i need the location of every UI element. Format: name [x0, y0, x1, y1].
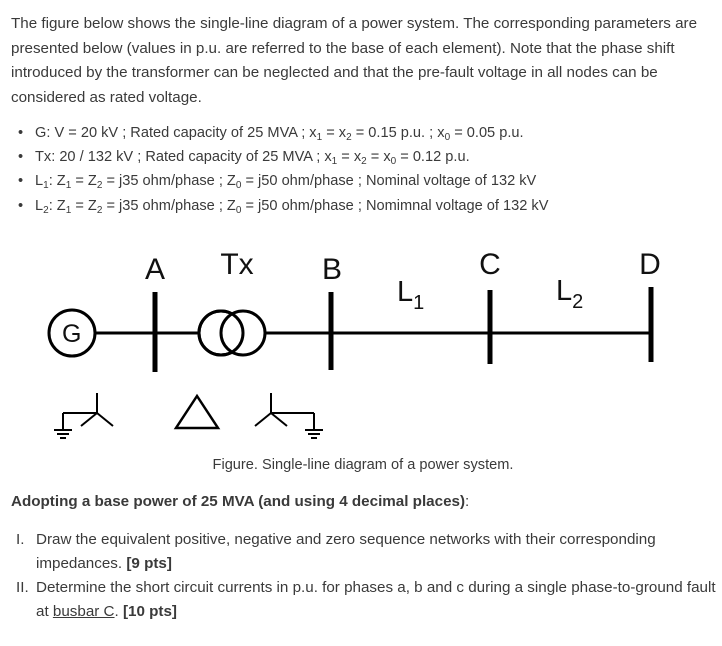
task-item-1: I. Draw the equivalent positive, negative and zero sequence networks with their corresponding impedances. [9 pts] — [16, 531, 656, 572]
task-item-2: II. Determine the short circuit currents in p.u. for phases a, b and c during a single phase-to-ground fault at busbar C. [10 pts] — [16, 579, 716, 620]
bus-a-label: A — [144, 253, 166, 286]
base-power-heading: Adopting a base power of 25 MVA (and using 4 decimal places): — [11, 493, 470, 510]
param-generator: • G: V = 20 kV ; Rated capacity of 25 MVA ; $x_1 = x_2 = 0.15$ p.u. ; $x_0 = 0.05$ p.u. — [18, 121, 708, 145]
intro-paragraph: The figure below shows the single-line diagram of a power system. The corresponding parameters are presented below (values in p.u. are referred to the base of each element). Note that the phase shift introduced by the transformer can be neglected and that the pre-fault voltage in all nodes can be considered as rated voltage. — [11, 15, 698, 106]
param-transformer: • Tx: 20 / 132 kV ; Rated capacity of 25 MVA ; $x_1 = x_2 = x_0 = 0.12$ p.u. — [18, 145, 708, 169]
transformer-grounded-wye-symbol — [255, 393, 323, 438]
param-line-2: • $L_2$: $Z_1 = Z_2 = j35$ ohm/phase ; $Z_0 = j50$ ohm/phase ; Nomimnal voltage of 132 kV — [18, 194, 708, 218]
bus-d-label: D — [639, 248, 661, 281]
bus-c-label: C — [479, 248, 501, 281]
transformer-delta-symbol — [176, 396, 218, 428]
generator-label: G — [62, 320, 82, 348]
transformer-label: Tx — [220, 248, 254, 281]
line-2-label: $L_2$ — [556, 275, 584, 313]
single-line-diagram — [0, 230, 722, 445]
task-list — [16, 528, 716, 624]
figure-caption: Figure. Single-line diagram of a power system. — [212, 457, 514, 473]
busbar-c-link[interactable]: busbar C — [52, 603, 115, 620]
param-line-1: • $L_1$: $Z_1 = Z_2 = j35$ ohm/phase ; $Z_0 = j50$ ohm/phase ; Nominal voltage of 132 kV — [18, 169, 708, 193]
generator-grounded-wye-symbol — [54, 393, 113, 438]
bus-b-label: B — [321, 253, 343, 286]
parameter-list — [18, 121, 708, 218]
line-1-label: $L_1$ — [397, 276, 425, 314]
